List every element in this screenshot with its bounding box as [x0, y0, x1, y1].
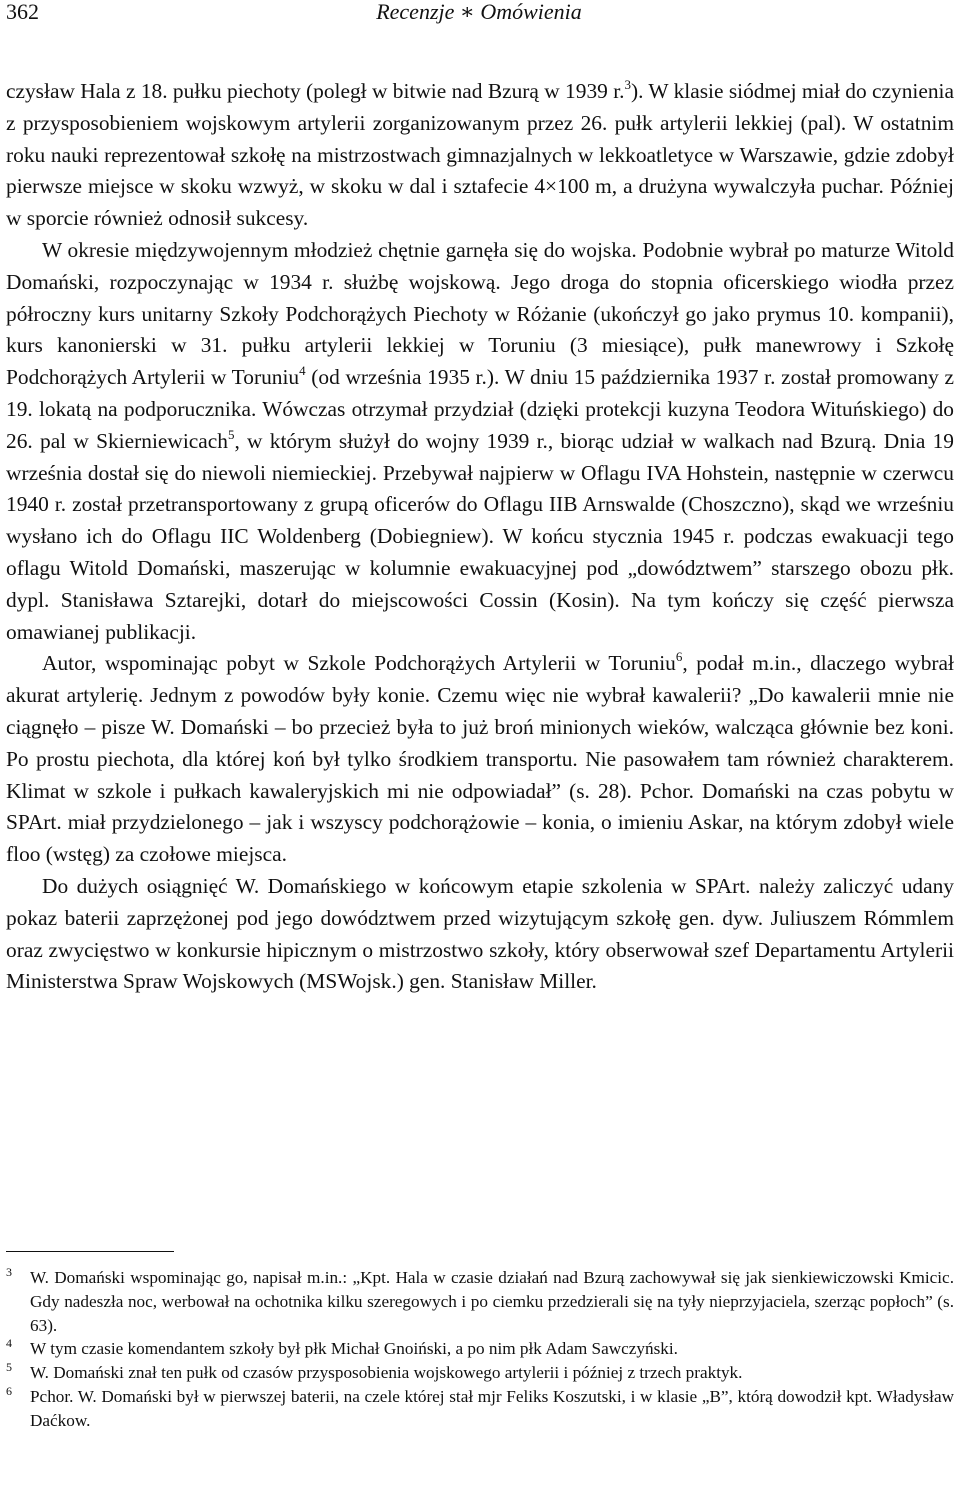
footnote-number: 4 — [6, 1336, 12, 1351]
footnote-text: W. Domański znał ten pułk od czasów przysposobienia wojskowego artylerii i później z trzech praktyk. — [30, 1363, 743, 1383]
footnote-ref-3[interactable]: 3 — [624, 77, 631, 92]
footnote-number: 6 — [6, 1383, 12, 1398]
footnote-number: 3 — [6, 1265, 12, 1279]
paragraph-4-text: Do dużych osiągnięć W. Domańskiego w końcowym etapie szkolenia w SPArt. należy zaliczyć udany pokaz baterii zaprzężonej pod jego dowództwem przed wizytującym szkołę gen. dyw. Juliuszem Rómmlem oraz zwycięstwo w konkursie hipicznym o mistrzostwo szkoły, który obserwował szef Departamentu Artylerii Ministerstwa Spraw Wojskowych (MSWojsk.) gen. Stanisław Miller. — [6, 873, 954, 994]
footnote-6 — [6, 1385, 954, 1433]
paragraph-4 — [6, 871, 954, 998]
paragraph-2 — [6, 235, 954, 648]
footnote-4 — [6, 1337, 954, 1361]
footnote-text: W tym czasie komendantem szkoły był płk Michał Gnoiński, a po nim płk Adam Sawczyński. — [30, 1339, 678, 1359]
paragraph-3-text-a: Autor, wspominając pobyt w Szkole Podchorążych Artylerii w Toruniu — [42, 651, 676, 676]
paragraph-2-text-a: W okresie międzywojennym młodzież chętnie garnęła się do wojska. Podobnie wybrał po maturze Witold Domański, rozpoczynając w 1934 r. służbę wojskową. Jego droga do stopnia oficerskiego wiodła przez półroczny kurs unitarny Szkoły Podchorążych Piechoty w Różanie (ukończył go jako prymus 10. kompanii), kurs kanonierski w 31. pułku artylerii lekkiej w Toruniu (3 miesiące), pułk manewrowy i Szkołę Podchorążych Artylerii w Toruniu — [6, 237, 954, 390]
footnote-text: Pchor. W. Domański był w pierwszej baterii, na czele której stał mjr Feliks Koszutski, i w klasie „B”, którą dowodził kpt. Władysław Daćkow. — [30, 1386, 954, 1430]
footnote-text: W. Domański wspominając go, napisał m.in.: „Kpt. Hala w czasie działań nad Bzurą zachowywał się jak sienkiewiczowski Kmicic. Gdy nadeszła noc, werbował na ochotnika kilku szeregowych i po ciemku przedzierali się na tyły nieprzyjaciela, szerząc popłoch” (s. 63). — [30, 1268, 954, 1335]
paragraph-3 — [6, 648, 954, 871]
footnote-ref-6[interactable]: 6 — [675, 649, 683, 665]
footnote-separator — [6, 1251, 174, 1252]
page-number: 362 — [6, 0, 39, 24]
paragraph-3-text-b: , podał m.in., dlaczego wybrał akurat artylerię. Jednym z powodów były konie. Czemu więc nie wybrał kawalerii? „Do kawalerii mnie nie ciągnęło – pisze W. Domański – bo przecież była to już broń minionych wieków, walcząca głównie bez koni. Po prostu piechota, dla której koń był tylko środkiem transportu. Nie pasowałem tam również charakterem. Klimat w szkole i pułkach kawaleryjskich mi nie odpowiadał” (s. 28). Pchor. Domański na czas pobytu w SPArt. miał przydzielonego – jak i wszyscy podchorążowie – konia, o imieniu Askar, na którym zdobył wiele floo (wstęg) za czołowe miejsca. — [6, 651, 954, 867]
body-text — [6, 76, 954, 998]
page-header — [6, 0, 952, 24]
paragraph-1-text-a: czysław Hala z 18. pułku piechoty (poległ w bitwie nad Bzurą w 1939 r. — [6, 79, 625, 103]
footnotes — [6, 1266, 954, 1433]
running-title: Recenzje ∗ Omówienia — [376, 0, 582, 24]
footnote-number: 5 — [6, 1360, 12, 1375]
footnote-ref-5[interactable]: 5 — [227, 426, 235, 442]
paragraph-1 — [6, 76, 954, 235]
paragraph-2-text-b: (od września 1935 r.). W dniu 15 października 1937 r. został promowany z 19. lokatą na podporucznika. Wówczas otrzymał przydział (dzięki protekcji kuzyna Teodora Wituńskiego) do 26. pal w Skierniewicach — [6, 365, 954, 453]
footnote-ref-4[interactable]: 4 — [299, 363, 306, 379]
footnote-3 — [6, 1266, 954, 1337]
paragraph-2-text-c: , w którym służył do wojny 1939 r., biorąc udział w walkach nad Bzurą. Dnia 19 września dostał się do niewoli niemieckiej. Przebywał najpierw w Oflagu IVA Hohstein, następnie w czerwcu 1940 r. został przetransportowany z grupą oficerów do Oflagu IIB Arnswalde (Choszczno), skąd we wrześniu wysłano ich do Oflagu IIC Woldenberg (Dobiegniew). W końcu stycznia 1945 r. podczas ewakuacji tego oflagu Witold Domański, maszerując w kolumnie ewakuacyjnej pod „dowództwem” starszego obozu płk. dypl. Stanisława Sztarejki, dotarł do miejscowości Cossin (Kosin). Na tym kończy się część pierwsza omawianej publikacji. — [6, 428, 954, 644]
paragraph-1-text-b: ). W klasie siódmej miał do czynienia z przysposobieniem wojskowym artylerii zorganizowanym przez 26. pułk artylerii lekkiej (pal). W ostatnim roku nauki reprezentował szkołę na mistrzostwach gimnazjalnych w lekkoatletyce w Warszawie, gdzie zdobył pierwsze miejsce w skoku wzwyż, w skoku w dal i sztafecie 4×100 m, a drużyna wywalczyła puchar. Później w sporcie również odnosił sukcesy. — [6, 79, 954, 231]
footnote-5 — [6, 1361, 954, 1385]
